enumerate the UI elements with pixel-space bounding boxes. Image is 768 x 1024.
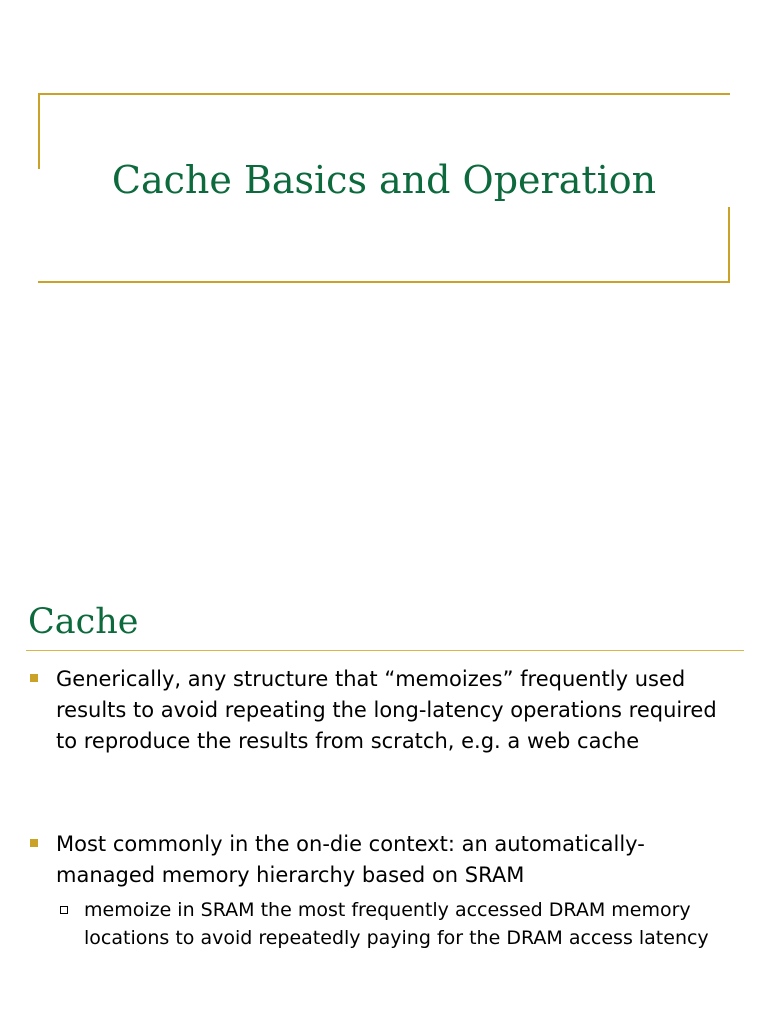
hollow-square-bullet-icon	[60, 906, 68, 914]
bullet-text: Generically, any structure that “memoizes” frequently used results to avoid repeating the long-latency operations required to reproduce the results from scratch, e.g. a web cache	[56, 667, 717, 753]
heading-divider	[26, 650, 744, 651]
title-frame-top-line	[38, 93, 730, 95]
slide-heading: Cache	[28, 602, 139, 642]
title-frame-right-line	[728, 207, 730, 283]
sub-bullet-item	[84, 896, 734, 952]
square-bullet-icon	[30, 839, 38, 847]
bullet-item	[56, 664, 736, 757]
title-frame-bottom-line	[38, 281, 730, 283]
bullet-item	[56, 829, 736, 891]
sub-bullet-text: memoize in SRAM the most frequently accessed DRAM memory locations to avoid repeatedly paying for the DRAM access latency	[84, 899, 709, 949]
square-bullet-icon	[30, 674, 38, 682]
content-slide	[0, 576, 768, 1024]
bullet-text: Most commonly in the on-die context: an automatically-managed memory hierarchy based on SRAM	[56, 832, 645, 887]
deck-title: Cache Basics and Operation	[111, 158, 657, 202]
